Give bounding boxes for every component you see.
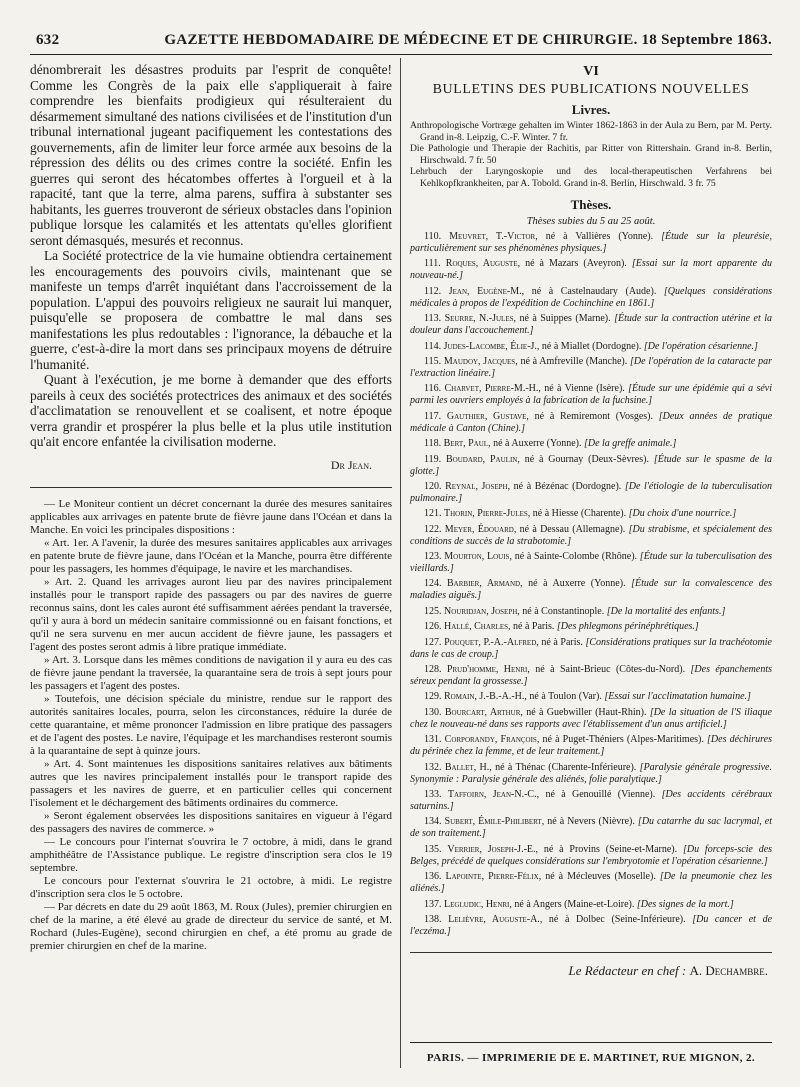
thesis-birthplace: , né à Castelnaudary (Aude).	[521, 285, 657, 297]
editor-credit	[410, 963, 772, 979]
thesis-entry	[410, 313, 772, 337]
thesis-birthplace: , né à Sainte-Colombe (Rhône).	[509, 551, 638, 563]
thesis-title: [Quelques considérations médicales à propos de l'expédition de Cochinchine en 1861.]	[410, 285, 773, 309]
news-paragraph: « Art. 1er. A l'avenir, la durée des mesures sanitaires applicables aux arrivages en patente brute de fièvre jaune, dans l'Océan et la Manche, pourra être différente pour les passagers, les hommes d'équipage, le navire et les marchandises.	[30, 536, 392, 575]
thesis-title: [Considérations pratiques sur la trachéotomie dans le cas de croup.]	[410, 636, 772, 660]
thesis-number: 114.	[424, 340, 442, 352]
page-header	[30, 32, 772, 50]
thesis-author: Meyer, Édouard	[444, 523, 514, 535]
thesis-entry	[410, 551, 772, 575]
thesis-title: [De la greffe animale.]	[583, 438, 677, 450]
thesis-title: [Étude sur la contraction utérine et la douleur dans l'accouchement.]	[410, 313, 772, 337]
thesis-entry	[410, 816, 772, 840]
theses-intro: Thèses subies du 5 au 25 août.	[526, 216, 656, 227]
thesis-birthplace: , né à Genouillé (Vienne).	[536, 788, 656, 800]
journal-title: GAZETTE HEBDOMADAIRE DE MÉDECINE ET DE CHIRURGIE.	[164, 32, 638, 48]
thesis-birthplace: , né à Guebwiller (Haut-Rhin).	[520, 706, 647, 718]
thesis-number: 113.	[424, 313, 442, 325]
thesis-entry	[410, 621, 772, 633]
thesis-number: 137.	[424, 898, 442, 910]
thesis-title: [Du choix d'une nourrice.]	[628, 508, 737, 520]
thesis-birthplace: , né à Miallet (Dordogne).	[536, 340, 642, 352]
thesis-title: [Étude sur le spasme de la glotte.]	[410, 453, 773, 477]
essay-paragraph: dénombrerait les désastres produits par l'esprit de conquête! Comme les Congrès de la paix elle s'appliquerait à faire comprendre les bienfaits prodigieux qui résulteraient du désarmement simultané des nations civilisées et de l'institution d'un tribunal international jugeant pacifiquement les contestations des gouvernements, afin de limiter leur force armée aux besoins de la répression des délits ou des crimes contre la société. Enfin les guerres qui seront des hécatombes offertes à l'orgueil et à la rapacité, tant que la terre, alma parens, suffira à substanter ses habitants, les guerres trouveront de sérieux obstacles dans l'opinion publique lorsque les calamités et les attentats qu'elles glorifient seront démasqués, mesurés et reconnus.	[30, 62, 392, 248]
thesis-number: 127.	[424, 636, 442, 648]
thesis-entry	[410, 524, 772, 548]
news-paragraph: » Art. 2. Quand les arrivages auront lieu par des navires principalement installés pour le transport rapide des passagers ou par des navires de guerre reconnus sains, dont les cales auront été suffisamment aérées pendant la traversée, qu'il y aura à bord un médecin sanitaire commissionné ou en faisant fonctions, et qu'il ne sera survenu en mer aucun accident de fièvre jaune, les passagers et l'agent des postes seront admis à libre pratique immédiate.	[30, 575, 392, 653]
thesis-entry	[410, 734, 772, 758]
thesis-birthplace: , né à Dolbec (Seine-Inférieure).	[539, 913, 686, 925]
thesis-entry	[410, 762, 772, 786]
thesis-birthplace: , né à Amfreville (Manche).	[515, 355, 628, 367]
book-entry: Anthropologische Vortræge gehalten im Winter 1862-1863 in der Aula zu Bern, par M. Perty. Grand in-8. Leipzig, C.-F. Winter. 7 fr.	[410, 120, 772, 143]
thesis-birthplace: , né à Auxerre (Yonne).	[488, 438, 582, 450]
thesis-author: Barbier, Armand	[447, 578, 521, 590]
thesis-title: [Essai sur l'acclimatation humaine.]	[604, 691, 751, 703]
section-separator	[410, 952, 772, 953]
thesis-entry	[410, 871, 772, 895]
thesis-number: 135.	[424, 843, 442, 855]
thesis-number: 131.	[424, 734, 442, 746]
printer-imprint: PARIS. — IMPRIMERIE DE E. MARTINET, RUE MIGNON, 2.	[426, 1052, 756, 1064]
news-paragraph: » Seront également observées les dispositions sanitaires en vigueur à l'égard des passagers des navires de commerce. »	[30, 809, 392, 835]
thesis-author: Pouquet, P.-A.-Alfred	[444, 636, 537, 648]
news-paragraph: » Toutefois, une décision spéciale du ministre, rendue sur le rapport des autorités sanitaires locales, pourra, selon les circonstances, réduire la durée de cette quarantaine, et même prononcer l'admission en libre pratique des passagers et de l'agent des postes. Le navire, l'équipage et les marchandises resteront soumis à la quarantaine de sept à quinze jours.	[30, 692, 392, 757]
header-rule	[30, 54, 772, 55]
thesis-author: Bourcart, Arthur	[444, 706, 521, 718]
thesis-title: [Étude sur la tuberculisation des vieillards.]	[410, 551, 773, 575]
thesis-author: Gauthier, Gustave	[446, 410, 527, 422]
thesis-entry	[410, 508, 772, 520]
thesis-title: [Des phlegmons périnéphrétiques.]	[556, 621, 699, 633]
thesis-author: Mourton, Louis	[444, 551, 510, 563]
thesis-entry	[410, 844, 772, 868]
news-paragraph: » Art. 3. Lorsque dans les mêmes conditions de navigation il y aura eu des cas de fièvre jaune pendant la traversée, la quarantaine sera de trois à sept jours pour les passagers et l'agent des postes.	[30, 653, 392, 692]
column-divider	[400, 58, 401, 1068]
thesis-birthplace: , né à Thénac (Charente-Inférieure).	[489, 761, 637, 773]
thesis-title: [Étude sur la pleurésie, particulièrement sur ses phénomènes physiques.]	[410, 231, 772, 254]
thesis-birthplace: , né à Hiesse (Charente).	[527, 508, 627, 520]
thesis-title: [De la pneumonie chez les aliénés.]	[410, 871, 773, 895]
thesis-entry	[410, 914, 772, 938]
news-paragraph: Le concours pour l'externat s'ouvrira le 21 octobre, à midi. Le registre d'inscription sera clos le 5 octobre.	[30, 874, 392, 900]
thesis-entry	[410, 454, 772, 478]
thesis-entry	[410, 231, 772, 255]
thesis-entry	[410, 707, 772, 731]
thesis-number: 111.	[424, 258, 441, 270]
thesis-entry	[410, 411, 772, 435]
thesis-birthplace: , né à Provins (Seine-et-Marne).	[535, 843, 678, 855]
thesis-author: Reynal, Joseph	[445, 480, 508, 492]
thesis-number: 120.	[424, 480, 442, 492]
thesis-title: [Des épanchements séreux pendant la grossesse.]	[410, 664, 773, 688]
thesis-number: 117.	[424, 410, 442, 422]
books-heading: Livres.	[571, 102, 611, 117]
thesis-number: 136.	[424, 871, 442, 883]
thesis-author: Ballet, H.	[444, 761, 490, 773]
thesis-number: 130.	[424, 706, 442, 718]
thesis-author: Meuvret, T.-Victor	[449, 231, 536, 242]
thesis-number: 128.	[424, 664, 442, 676]
thesis-number: 121.	[424, 508, 442, 520]
thesis-author: Seurre, N.-Jules	[444, 313, 514, 325]
thesis-author: Jean, Eugène-M.	[448, 285, 522, 297]
thesis-author: Judes-Lacombe, Élie-J.	[443, 340, 537, 352]
thesis-birthplace: , né à Vienne (Isère).	[538, 383, 625, 395]
thesis-entry	[410, 606, 772, 618]
thesis-number: 119.	[424, 453, 442, 465]
thesis-birthplace: , né à Paris.	[508, 621, 555, 633]
thesis-title: [Étude sur la convalescence des maladies aiguës.]	[410, 578, 772, 602]
thesis-title: [Du catarrhe du sac lacrymal, et de son traitement.]	[410, 816, 773, 840]
theses-heading: Thèses.	[570, 197, 612, 212]
thesis-author: Charvet, Pierre-M.-H.	[444, 383, 539, 395]
thesis-number: 123.	[424, 551, 442, 563]
footer-rule	[410, 1042, 772, 1043]
news-paragraph: » Art. 4. Sont maintenues les dispositions sanitaires relatives aux bâtiments autres que les navires principalement installés pour le transport rapide des passagers et les navires de guerre, et en particulier celles qui concernent l'isolement et le déchargement des bâtiments ordinaires du commerce.	[30, 757, 392, 809]
issue-date: 18 Septembre 1863.	[641, 32, 772, 48]
thesis-entry	[410, 383, 772, 407]
thesis-author: Taffoirn, Jean-N.-C.	[447, 788, 537, 800]
thesis-number: 112.	[424, 285, 442, 297]
thesis-title: [Du strabisme, et spécialement des conditions de succès de la strabotomie.]	[410, 523, 772, 547]
thesis-number: 124.	[424, 578, 442, 590]
thesis-entry	[410, 664, 772, 688]
thesis-title: [Essai sur la mort apparente du nouveau-né.]	[410, 258, 773, 282]
essay-paragraph: Quant à l'exécution, je me borne à demander que des efforts pareils à ceux des sociétés protectrices des animaux et des sociétés d'acclimatation se renouvellent et se coalisent, et notre époque verra grandir et prospérer la plus belle et la plus utile institution qu'ait encore enfantée la civilisation moderne.	[30, 372, 392, 449]
thesis-number: 132.	[424, 761, 442, 773]
thesis-title: [De la situation de l'S iliaque chez le nouveau-né dans ses rapports avec l'établissement d'un anus artificiel.]	[410, 706, 772, 730]
section-number: VI	[583, 64, 599, 79]
thesis-title: [Deux années de pratique médicale à Canton (Chine).]	[410, 410, 773, 434]
thesis-title: [Paralysie générale progressive. Synonymie : Paralysie générale des aliénés, folie paralytique.]	[410, 761, 773, 785]
page-number: 632	[36, 32, 60, 48]
essay-paragraph: La Société protectrice de la vie humaine obtiendra certainement les encouragements des pouvoirs civils, maintenant que se manifeste un temps d'arrêt inquiétant dans l'accroissement de la population. L'appui des pouvoirs religieux ne saurait lui manquer, puisqu'elle se proposera de combattre le mal dans ses manifestations les plus redoutables : l'ignorance, la débauche et la guerre, c'est-à-dire la mort dans ses principaux moyens de détruire l'humanité.	[30, 248, 392, 372]
section-separator	[30, 487, 392, 488]
editor-name: A. Dechambre.	[689, 962, 768, 978]
thesis-entry	[410, 481, 772, 505]
news-paragraph: — Le Moniteur contient un décret concernant la durée des mesures sanitaires applicables aux arrivages en patente brute de fièvre jaune dans l'Océan et dans la Manche. En voici les principales dispositions :	[30, 497, 392, 536]
thesis-author: Nouridjan, Joseph	[444, 605, 518, 617]
thesis-author: Legludic, Henri	[444, 898, 510, 910]
thesis-author: Subert, Émile-Philibert	[444, 816, 542, 828]
thesis-number: 115.	[424, 355, 442, 367]
thesis-birthplace: , né à Puget-Théniers (Alpes-Maritimes).	[536, 734, 704, 746]
thesis-number: 122.	[424, 523, 442, 535]
thesis-birthplace: , né à Vallières (Yonne).	[535, 231, 654, 242]
author-signature: Dr Jean.	[330, 457, 372, 472]
thesis-birthplace: , né à Remiremont (Vosges).	[526, 410, 654, 422]
thesis-birthplace: , né à Saint-Brieuc (Côtes-du-Nord).	[527, 664, 686, 676]
thesis-title: [Du forceps-scie des Belges, précédé de quelques considérations sur l'embryotomie et l'opération césarienne.]	[410, 843, 773, 867]
thesis-birthplace: , né à Constantinople.	[517, 605, 605, 617]
thesis-number: 110.	[424, 231, 442, 242]
thesis-number: 138.	[424, 913, 442, 925]
thesis-birthplace: , né à Toulon (Var).	[524, 691, 602, 703]
thesis-entry	[410, 356, 772, 380]
thesis-entry	[410, 578, 772, 602]
thesis-birthplace: , né à Bézénac (Dordogne).	[507, 480, 622, 492]
thesis-author: Lelièvre, Auguste-A.	[448, 913, 540, 925]
thesis-title: [Des accidents cérébraux saturnins.]	[410, 788, 773, 812]
thesis-author: Roques, Auguste	[445, 258, 518, 270]
news-paragraph: — Par décrets en date du 29 août 1863, M. Roux (Jules), premier chirurgien en chef de la marine, a été élevé au grade de directeur du service de santé, et M. Rochard (Jules-Eugène), second chirurgien en chef, a été promu au grade de premier chirurgien en chef de la marine.	[30, 900, 392, 952]
thesis-number: 118.	[424, 438, 442, 450]
thesis-author: Maudoy, Jacques	[443, 355, 516, 367]
editor-label: Le Rédacteur en chef :	[568, 962, 687, 978]
thesis-number: 129.	[424, 691, 442, 703]
book-entry: Die Pathologie und Therapie der Rachitis, par Ritter von Rittershain. Grand in-8. Berlin, Hirschwald. 7 fr. 50	[410, 143, 772, 166]
thesis-author: Boudard, Paulin	[446, 453, 518, 465]
thesis-entry	[410, 637, 772, 661]
thesis-title: [De l'opération césarienne.]	[643, 340, 758, 352]
thesis-author: Prud'homme, Henri	[446, 664, 528, 676]
thesis-entry	[410, 789, 772, 813]
thesis-birthplace: , né à Mazars (Aveyron).	[517, 258, 627, 270]
thesis-number: 126.	[424, 621, 442, 633]
book-entry: Lehrbuch der Laryngoskopie und des local-therapeutischen Verfahrens bei Kehlkopfkrankheiten, par A. Tobold. Grand in-8. Berlin, Hirschwald. 3 fr. 75	[410, 166, 772, 189]
thesis-entry	[410, 286, 772, 310]
thesis-title: [De l'opération de la cataracte par l'extraction linéaire.]	[410, 355, 772, 379]
thesis-author: Romain, J.-B.-A.-H.	[444, 691, 525, 703]
thesis-title: [Étude sur une épidémie qui a sévi parmi les ouvriers employés à la fabrication de la fuchsine.]	[410, 383, 773, 407]
thesis-entry	[410, 899, 772, 911]
theses-list	[410, 231, 772, 938]
thesis-birthplace: , né à Dessau (Allemagne).	[513, 523, 626, 535]
thesis-author: Hallé, Charles	[444, 621, 508, 633]
thesis-number: 133.	[424, 788, 442, 800]
thesis-birthplace: , né à Suippes (Marne).	[513, 313, 611, 325]
left-column	[30, 62, 392, 953]
thesis-birthplace: , né à Angers (Maine-et-Loire).	[509, 898, 635, 910]
thesis-title: [Des déchirures du périnée chez la femme, et de leur traitement.]	[410, 734, 773, 758]
thesis-birthplace: , né à Mécleuves (Moselle).	[538, 871, 656, 883]
thesis-birthplace: , né à Paris.	[536, 636, 583, 648]
thesis-title: [Du cancer et de l'eczéma.]	[410, 913, 773, 937]
news-paragraph: — Le concours pour l'internat s'ouvrira le 7 octobre, à midi, dans le grand amphithéâtre de l'Assistance publique. Le registre d'inscription sera clos le 19 septembre.	[30, 835, 392, 874]
thesis-number: 116.	[424, 383, 442, 395]
thesis-entry	[410, 258, 772, 282]
thesis-title: [Des signes de la mort.]	[636, 898, 734, 910]
thesis-birthplace: , né à Nevers (Nièvre).	[541, 816, 635, 828]
thesis-birthplace: , né à Auxerre (Yonne).	[520, 578, 626, 590]
thesis-entry	[410, 341, 772, 353]
thesis-title: [De la mortalité des enfants.]	[606, 605, 726, 617]
thesis-entry	[410, 691, 772, 703]
thesis-author: Thorin, Pierre-Jules	[444, 508, 528, 520]
thesis-entry	[410, 438, 772, 450]
right-column	[410, 62, 772, 979]
thesis-birthplace: , né à Gournay (Deux-Sèvres).	[517, 453, 649, 465]
thesis-author: Verrier, Joseph-J.-E.	[447, 843, 536, 855]
thesis-number: 134.	[424, 816, 442, 828]
thesis-author: Corporandy, François	[444, 734, 537, 746]
thesis-title: [De l'étiologie de la tuberculisation pulmonaire.]	[410, 480, 773, 504]
thesis-author: Bert, Paul	[443, 438, 489, 450]
section-title: BULLETINS DES PUBLICATIONS NOUVELLES	[432, 82, 750, 97]
thesis-number: 125.	[424, 605, 442, 617]
thesis-author: Lapointe, Pierre-Félix	[445, 871, 539, 883]
